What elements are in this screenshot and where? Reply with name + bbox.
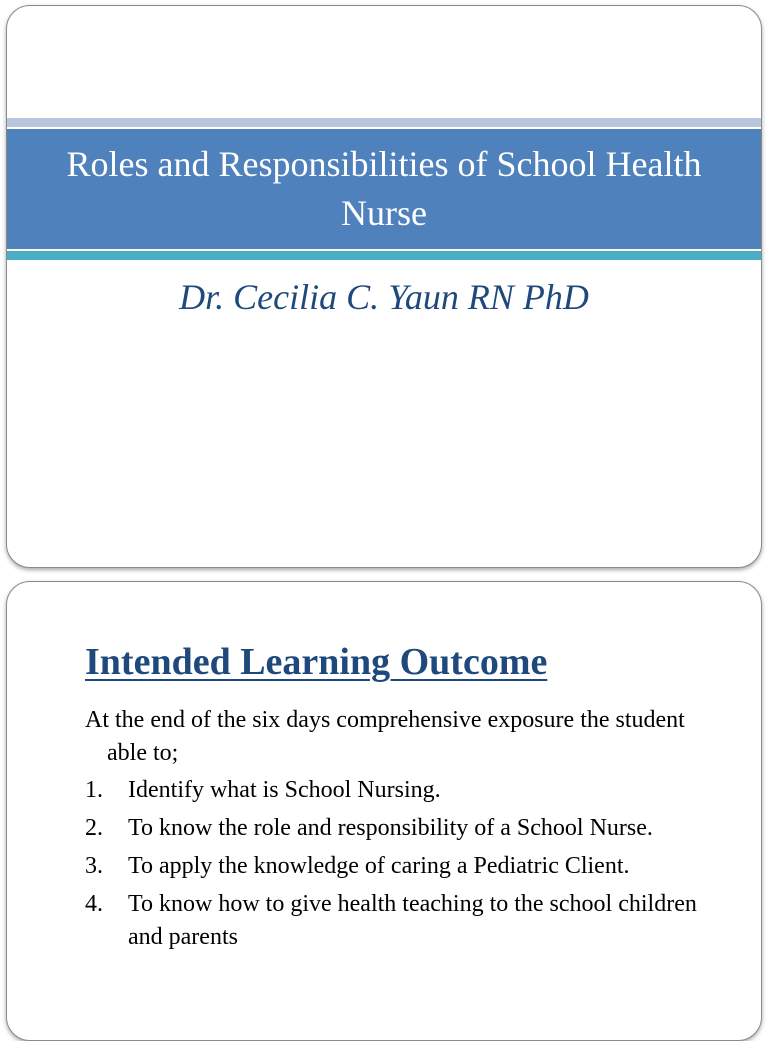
list-item-text: Identify what is School Nursing. bbox=[128, 777, 441, 803]
list-item-text: To know how to give health teaching to the school children and parents bbox=[128, 891, 697, 950]
list-item bbox=[85, 774, 725, 807]
list-item-number: 2. bbox=[85, 815, 103, 841]
list-item-number: 3. bbox=[85, 853, 103, 879]
outcomes-list bbox=[85, 774, 725, 954]
intro-paragraph: At the end of the six days comprehensive exposure the student able to; bbox=[85, 707, 685, 766]
list-item-text: To apply the knowledge of caring a Pediatric Client. bbox=[128, 853, 630, 879]
title-band bbox=[7, 129, 761, 249]
learning-outcome-slide bbox=[6, 581, 762, 1041]
slide-body bbox=[85, 704, 725, 959]
list-item bbox=[85, 888, 725, 954]
slide-heading: Intended Learning Outcome bbox=[85, 641, 548, 683]
list-item-number: 1. bbox=[85, 777, 103, 803]
title-slide bbox=[6, 5, 762, 568]
title-top-accent-bar bbox=[7, 118, 761, 127]
list-item-number: 4. bbox=[85, 891, 103, 917]
list-item bbox=[85, 812, 725, 845]
list-item bbox=[85, 850, 725, 883]
title-bottom-accent-bar bbox=[7, 251, 761, 260]
slide-title: Roles and Responsibilities of School Health Nurse bbox=[66, 144, 702, 233]
author-subtitle: Dr. Cecilia C. Yaun RN PhD bbox=[179, 277, 589, 317]
list-item-text: To know the role and responsibility of a School Nurse. bbox=[128, 815, 653, 841]
